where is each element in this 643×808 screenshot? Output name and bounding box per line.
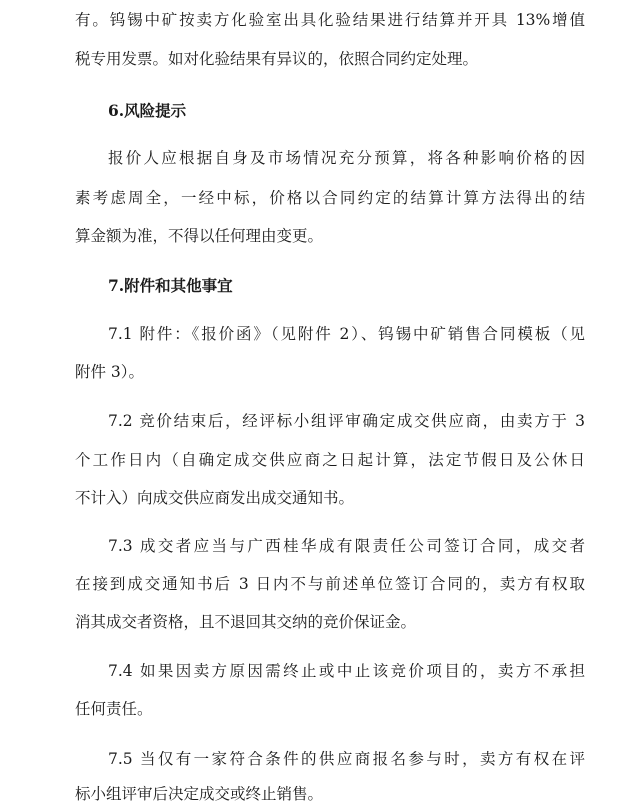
section-7-heading: 7.附件和其他事宜 xyxy=(108,276,233,295)
risk-paragraph-line-1: 报价人应根据自身及市场情况充分预算，将各种影响价格的因 xyxy=(108,149,585,167)
item-7-3-line-2: 在接到成交通知书后 3 日内不与前述单位签订合同的，卖方有权取 xyxy=(75,575,585,593)
settlement-paragraph-line-2: 税专用发票。如对化验结果有异议的，依照合同约定处理。 xyxy=(75,50,479,68)
risk-paragraph-line-2: 素考虑周全，一经中标，价格以合同约定的结算计算方法得出的结 xyxy=(75,189,585,207)
item-7-2-line-1: 7.2 竞价结束后，经评标小组评审确定成交供应商，由卖方于 3 xyxy=(108,412,585,430)
section-6-heading: 6.风险提示 xyxy=(108,101,187,120)
item-7-4-line-1: 7.4 如果因卖方原因需终止或中止该竞价项目的，卖方不承担 xyxy=(108,662,585,680)
risk-paragraph-line-3: 算金额为准，不得以任何理由变更。 xyxy=(75,227,324,245)
item-7-4-line-2: 任何责任。 xyxy=(75,700,153,718)
item-7-1-line-2: 附件 3）。 xyxy=(75,363,145,381)
item-7-2-line-2: 个工作日内（自确定成交供应商之日起计算，法定节假日及公休日 xyxy=(75,451,585,469)
item-7-1-line-1: 7.1 附件：《报价函》（见附件 2）、钨锡中矿销售合同模板（见 xyxy=(108,325,585,343)
item-7-5-line-1: 7.5 当仅有一家符合条件的供应商报名参与时，卖方有权在评 xyxy=(108,750,585,768)
item-7-3-line-1: 7.3 成交者应当与广西桂华成有限责任公司签订合同，成交者 xyxy=(108,537,585,555)
settlement-paragraph-line-1: 有。钨锡中矿按卖方化验室出具化验结果进行结算并开具 13%增值 xyxy=(75,11,585,29)
item-7-5-line-2: 标小组评审后决定成交或终止销售。 xyxy=(75,785,324,803)
item-7-2-line-3: 不计入）向成交供应商发出成交通知书。 xyxy=(75,489,355,507)
item-7-3-line-3: 消其成交者资格，且不退回其交纳的竞价保证金。 xyxy=(75,613,417,631)
